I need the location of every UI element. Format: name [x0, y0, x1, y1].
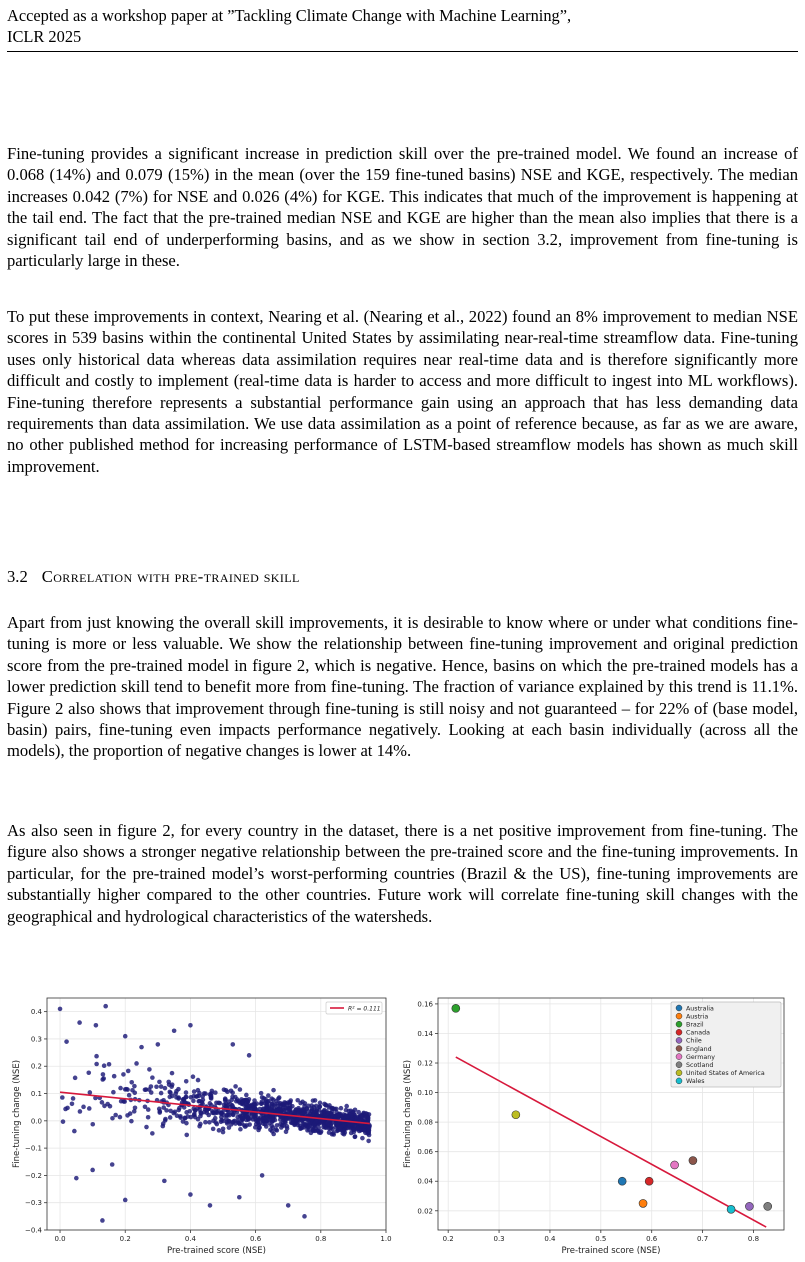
scatter-point	[282, 1100, 287, 1105]
legend-label: Canada	[686, 1029, 710, 1037]
chart-basin-scatter	[0, 990, 400, 1262]
scatter-point	[311, 1098, 316, 1103]
scatter-point	[353, 1135, 358, 1140]
scatter-point	[184, 1090, 189, 1095]
scatter-point	[360, 1136, 365, 1141]
y-axis-label: Fine-tuning change (NSE)	[403, 1059, 413, 1169]
scatter-point	[196, 1099, 201, 1104]
scatter-point	[286, 1116, 291, 1121]
scatter-point	[154, 1084, 159, 1089]
legend-label: R² = 0.111	[348, 1005, 381, 1013]
scatter-point	[261, 1106, 266, 1111]
scatter-point	[156, 1042, 161, 1047]
scatter-point	[233, 1084, 238, 1089]
scatter-point	[176, 1095, 181, 1100]
x-tick-label: 0.6	[646, 1235, 658, 1243]
scatter-point	[288, 1098, 293, 1103]
scatter-point	[110, 1116, 115, 1121]
scatter-point	[157, 1080, 162, 1085]
scatter-point	[188, 1192, 193, 1197]
scatter-point	[253, 1125, 258, 1130]
scatter-point	[197, 1093, 202, 1098]
scatter-point	[247, 1053, 252, 1058]
y-tick-label: 0.14	[417, 1029, 433, 1038]
scatter-point	[302, 1214, 307, 1219]
scatter-point	[132, 1109, 137, 1114]
scatter-point	[168, 1109, 173, 1114]
scatter-point	[285, 1124, 290, 1129]
scatter-point	[365, 1131, 370, 1136]
scatter-point	[184, 1079, 189, 1084]
scatter-point	[78, 1109, 83, 1114]
scatter-point	[244, 1123, 249, 1128]
scatter-point	[207, 1120, 212, 1125]
scatter-point	[73, 1076, 78, 1081]
scatter-point	[170, 1071, 175, 1076]
scatter-point	[159, 1084, 164, 1089]
scatter-point	[64, 1039, 69, 1044]
legend-label: Austria	[686, 1013, 709, 1021]
paragraph-finetuning-increase: Fine-tuning provides a significant increase in prediction skill over the pre-trained model. We found an increase of 0.068 (14%) and 0.079 (15%) in the mean (over the 159 fine-tuned basins) NSE and KGE, respectively. The median increases 0.042 (7%) for NSE and 0.026 (4%) for KGE. This indicates that much of the improvement is happening at the tail end. The fact that the pre-trained median NSE and KGE are higher than the mean also implies that there is a significant tail end of underperforming basins, and as we show in section 3.2, improvement from fine-tuning is particularly large in these.	[7, 144, 798, 271]
scatter-point	[317, 1104, 322, 1109]
scatter-point	[244, 1098, 249, 1103]
scatter-point	[61, 1119, 66, 1124]
legend-swatch	[676, 1029, 682, 1035]
scatter-point	[125, 1113, 130, 1118]
legend-swatch	[676, 1078, 682, 1084]
scatter-point	[298, 1101, 303, 1106]
point-brazil	[452, 1004, 460, 1012]
scatter-point	[225, 1121, 230, 1126]
scatter-point	[72, 1129, 77, 1134]
scatter-point	[221, 1119, 226, 1124]
point-australia	[618, 1177, 626, 1185]
scatter-point	[197, 1124, 202, 1129]
x-tick-label: 0.0	[54, 1235, 66, 1243]
scatter-point	[160, 1124, 165, 1129]
scatter-point	[159, 1091, 164, 1096]
point-chile	[745, 1202, 753, 1210]
scatter-point	[271, 1088, 276, 1093]
x-tick-label: 0.8	[315, 1235, 327, 1243]
scatter-point	[172, 1028, 177, 1033]
scatter-point	[88, 1090, 93, 1095]
scatter-point	[305, 1128, 310, 1133]
scatter-point	[60, 1095, 65, 1100]
scatter-point	[186, 1114, 191, 1119]
scatter-point	[58, 1007, 63, 1012]
scatter-point	[259, 1091, 264, 1096]
scatter-point	[238, 1087, 243, 1092]
scatter-point	[90, 1168, 95, 1173]
legend-label: Wales	[686, 1078, 705, 1086]
x-axis-label: Pre-trained score (NSE)	[167, 1246, 266, 1256]
scatter-point	[94, 1023, 99, 1028]
legend-swatch	[676, 1013, 682, 1019]
scatter-point	[196, 1117, 201, 1122]
x-tick-label: 0.2	[442, 1235, 454, 1243]
scatter-point	[103, 1004, 108, 1009]
scatter-point	[326, 1122, 331, 1127]
legend-label: Chile	[686, 1037, 702, 1045]
scatter-point	[112, 1074, 117, 1079]
scatter-point	[312, 1122, 317, 1127]
legend-swatch	[676, 1054, 682, 1060]
scatter-point	[163, 1118, 168, 1123]
scatter-point	[260, 1173, 265, 1178]
scatter-point	[90, 1122, 95, 1127]
scatter-point	[100, 1077, 105, 1082]
y-tick-label: 0.04	[417, 1177, 433, 1186]
scatter-point	[70, 1101, 75, 1106]
scatter-point	[184, 1110, 189, 1115]
scatter-point	[261, 1096, 266, 1101]
x-tick-label: 0.5	[595, 1235, 607, 1243]
scatter-point	[164, 1108, 169, 1113]
scatter-point	[244, 1093, 249, 1098]
scatter-point	[366, 1139, 371, 1144]
scatter-point	[189, 1095, 194, 1100]
y-tick-label: −0.4	[25, 1226, 42, 1235]
scatter-point	[274, 1127, 279, 1132]
x-tick-label: 0.4	[184, 1235, 196, 1243]
paragraph-context: To put these improvements in context, Nearing et al. (Nearing et al., 2022) found an 8% improvement to median NSE scores in 539 basins within the continental United States by assimilating near-real-time streamflow data. Fine-tuning uses only historical data whereas data assimilation requires near real-time data and is therefore significantly more difficult and costly to implement (real-time data is harder to access and more difficult to ingest into ML workflows). Fine-tuning therefore represents a substantial performance gain using an approach that has less demanding data requirements than data assimilation. We use data assimilation as a point of reference because, as far as we are aware, no other published method for increasing performance of LSTM-based streamflow models has shown as much skill improvement.	[7, 307, 798, 476]
scatter-point	[345, 1114, 350, 1119]
scatter-point	[173, 1109, 178, 1114]
scatter-point	[271, 1132, 276, 1137]
header-line-1: Accepted as a workshop paper at ”Tackling Climate Change with Machine Learning”,	[7, 6, 572, 25]
scatter-point	[298, 1126, 303, 1131]
scatter-point	[240, 1116, 245, 1121]
scatter-point	[284, 1129, 289, 1134]
scatter-point	[134, 1061, 139, 1066]
scatter-point	[339, 1106, 344, 1111]
x-tick-label: 0.4	[544, 1235, 556, 1243]
scatter-point	[365, 1117, 370, 1122]
legend-swatch	[676, 1046, 682, 1052]
point-wales	[727, 1205, 735, 1213]
scatter-point	[230, 1090, 235, 1095]
legend-label: Germany	[686, 1053, 715, 1061]
scatter-point	[227, 1125, 232, 1130]
scatter-point	[123, 1198, 128, 1203]
scatter-point	[111, 1090, 116, 1095]
scatter-point	[100, 1218, 105, 1223]
scatter-point	[65, 1106, 70, 1111]
scatter-point	[266, 1099, 271, 1104]
paragraph-country: As also seen in figure 2, for every country in the dataset, there is a net positive improvement from fine-tuning. The figure also shows a stronger negative relationship between the pre-trained score and the fine-tuning improvements. In particular, for the pre-trained model’s worst-performing countries (Brazil & the US), fine-tuning improvements are substantially higher compared to the other countries. Future work will correlate fine-tuning skill changes with the geographical and hydrological characteristics of the watersheds.	[7, 821, 798, 926]
scatter-point	[234, 1099, 239, 1104]
scatter-point	[336, 1113, 341, 1118]
scatter-point	[127, 1093, 132, 1098]
scatter-point	[175, 1113, 180, 1118]
scatter-point	[276, 1096, 281, 1101]
scatter-point	[147, 1087, 152, 1092]
scatter-point	[284, 1109, 289, 1114]
scatter-point	[184, 1133, 189, 1138]
scatter-point	[344, 1104, 349, 1109]
chart-country-scatter	[400, 990, 805, 1262]
x-tick-label: 0.6	[250, 1235, 262, 1243]
scatter-point	[203, 1120, 208, 1125]
scatter-point	[322, 1113, 327, 1118]
y-tick-label: 0.2	[30, 1062, 42, 1071]
legend-label: United States of America	[686, 1070, 765, 1078]
scatter-point	[300, 1122, 305, 1127]
scatter-point	[94, 1062, 99, 1067]
y-tick-label: 0.12	[417, 1059, 433, 1068]
scatter-point	[100, 1100, 105, 1105]
y-tick-label: −0.2	[25, 1171, 42, 1180]
scatter-point	[199, 1111, 204, 1116]
scatter-point	[188, 1023, 193, 1028]
scatter-point	[184, 1121, 189, 1126]
scatter-point	[356, 1117, 361, 1122]
scatter-point	[123, 1034, 128, 1039]
scatter-point	[211, 1127, 216, 1132]
scatter-point	[327, 1130, 332, 1135]
scatter-point	[150, 1075, 155, 1080]
legend-label: England	[686, 1045, 712, 1053]
point-germany	[671, 1161, 679, 1169]
header-line-2: ICLR 2025	[7, 27, 82, 46]
scatter-point	[150, 1131, 155, 1136]
scatter-point	[168, 1115, 173, 1120]
scatter-point	[118, 1086, 123, 1091]
scatter-point	[222, 1102, 227, 1107]
scatter-point	[173, 1091, 178, 1096]
scatter-point	[263, 1122, 268, 1127]
x-tick-label: 0.3	[493, 1235, 505, 1243]
scatter-point	[272, 1102, 277, 1107]
scatter-point	[349, 1131, 354, 1136]
point-united-states-of-america	[512, 1111, 520, 1119]
legend-swatch	[676, 1021, 682, 1027]
scatter-point	[230, 1095, 235, 1100]
x-tick-label: 0.2	[119, 1235, 131, 1243]
y-axis-label: Fine-tuning change (NSE)	[12, 1059, 22, 1169]
scatter-point	[216, 1101, 221, 1106]
scatter-point	[252, 1106, 257, 1111]
legend-swatch	[676, 1037, 682, 1043]
scatter-point	[129, 1080, 134, 1085]
scatter-point	[107, 1062, 112, 1067]
scatter-point	[317, 1130, 322, 1135]
scatter-point	[105, 1102, 110, 1107]
scatter-point	[212, 1111, 217, 1116]
y-tick-label: 0.06	[417, 1148, 433, 1157]
scatter-point	[331, 1132, 336, 1137]
scatter-point	[162, 1179, 167, 1184]
scatter-point	[230, 1104, 235, 1109]
scatter-point	[259, 1101, 264, 1106]
scatter-point	[237, 1195, 242, 1200]
legend-label: Brazil	[686, 1021, 704, 1029]
point-austria	[639, 1199, 647, 1207]
x-tick-label: 1.0	[380, 1235, 392, 1243]
y-tick-label: 0.02	[417, 1207, 433, 1216]
y-tick-label: 0.1	[30, 1090, 42, 1099]
point-england	[689, 1157, 697, 1165]
scatter-point	[255, 1118, 260, 1123]
scatter-point	[339, 1124, 344, 1129]
scatter-point	[81, 1105, 86, 1110]
scatter-point	[191, 1074, 196, 1079]
scatter-point	[118, 1115, 123, 1120]
scatter-point	[86, 1070, 91, 1075]
scatter-point	[126, 1069, 131, 1074]
scatter-point	[193, 1108, 198, 1113]
scatter-point	[288, 1108, 293, 1113]
scatter-point	[314, 1111, 319, 1116]
scatter-point	[217, 1128, 222, 1133]
scatter-point	[146, 1115, 151, 1120]
scatter-point	[327, 1126, 332, 1131]
scatter-point	[132, 1084, 137, 1089]
scatter-point	[125, 1087, 130, 1092]
legend-label: Australia	[686, 1005, 714, 1013]
scatter-point	[167, 1082, 172, 1087]
scatter-point	[348, 1108, 353, 1113]
scatter-point	[129, 1119, 134, 1124]
running-header	[7, 5, 798, 47]
header-rule	[7, 51, 798, 52]
y-tick-label: 0.10	[417, 1089, 433, 1098]
scatter-point	[208, 1203, 213, 1208]
scatter-point	[246, 1117, 251, 1122]
scatter-point	[182, 1105, 187, 1110]
scatter-point	[87, 1106, 92, 1111]
scatter-point	[110, 1162, 115, 1167]
legend-swatch	[676, 1062, 682, 1068]
scatter-point	[252, 1101, 257, 1106]
scatter-point	[329, 1111, 334, 1116]
section-heading	[7, 566, 798, 587]
scatter-point	[119, 1099, 124, 1104]
point-scotland	[764, 1202, 772, 1210]
scatter-point	[230, 1042, 235, 1047]
scatter-point	[176, 1087, 181, 1092]
y-tick-label: 0.3	[30, 1035, 42, 1044]
scatter-point	[94, 1054, 99, 1059]
scatter-point	[349, 1113, 354, 1118]
scatter-point	[238, 1127, 243, 1132]
scatter-point	[286, 1203, 291, 1208]
scatter-point	[130, 1088, 135, 1093]
scatter-point	[209, 1093, 214, 1098]
scatter-point	[303, 1101, 308, 1106]
legend-swatch	[676, 1070, 682, 1076]
scatter-point	[157, 1110, 162, 1115]
paragraph-correlation: Apart from just knowing the overall skill improvements, it is desirable to know where or under what conditions fine-tuning is more or less valuable. We show the relationship between fine-tuning improvement and original prediction score from the pre-trained model in figure 2, which is negative. Hence, basins on which the pre-trained models has a lower prediction skill tend to benefit more from fine-tuning. The fraction of variance explained by this trend is 11.1%. Figure 2 also shows that improvement through fine-tuning is still noisy and not guaranteed – for 22% of (base model, basin) pairs, fine-tuning even impacts performance negatively. Looking at each basin individually (across all the models), the proportion of negative changes is lower at 14%.	[7, 613, 798, 761]
y-tick-label: 0.08	[417, 1118, 433, 1127]
scatter-point	[146, 1107, 151, 1112]
scatter-point	[236, 1118, 241, 1123]
scatter-point	[139, 1045, 144, 1050]
y-tick-label: 0.16	[417, 1000, 433, 1009]
scatter-point	[71, 1096, 76, 1101]
scatter-point	[335, 1129, 340, 1134]
scatter-point	[77, 1020, 82, 1025]
scatter-point	[324, 1103, 329, 1108]
y-tick-label: 0.0	[30, 1117, 42, 1126]
scatter-point	[208, 1101, 213, 1106]
scatter-point	[224, 1088, 229, 1093]
scatter-point	[297, 1108, 302, 1113]
section-number: 3.2	[7, 567, 28, 586]
scatter-point	[144, 1125, 149, 1130]
scatter-point	[102, 1063, 107, 1068]
scatter-point	[167, 1090, 172, 1095]
scatter-point	[181, 1097, 186, 1102]
x-tick-label: 0.7	[697, 1235, 709, 1243]
y-tick-label: −0.1	[25, 1144, 42, 1153]
legend-swatch	[676, 1005, 682, 1011]
scatter-point	[101, 1072, 106, 1077]
scatter-point	[210, 1089, 215, 1094]
scatter-point	[278, 1107, 283, 1112]
legend-label: Scotland	[686, 1062, 714, 1069]
scatter-point	[147, 1067, 152, 1072]
section-title: Correlation with pre-trained skill	[41, 567, 300, 586]
scatter-point	[74, 1176, 79, 1181]
scatter-points	[58, 1004, 372, 1223]
y-tick-label: −0.3	[25, 1199, 42, 1208]
scatter-point	[349, 1122, 354, 1127]
scatter-point	[121, 1072, 126, 1077]
scatter-point	[221, 1127, 226, 1132]
x-axis-label: Pre-trained score (NSE)	[561, 1246, 661, 1256]
scatter-point	[290, 1104, 295, 1109]
scatter-point	[196, 1078, 201, 1083]
x-tick-label: 0.8	[747, 1235, 760, 1243]
y-tick-label: 0.4	[30, 1008, 42, 1017]
scatter-point	[250, 1112, 255, 1117]
scatter-point	[227, 1113, 232, 1118]
scatter-point	[268, 1117, 273, 1122]
scatter-point	[345, 1126, 350, 1131]
scatter-point	[143, 1087, 148, 1092]
scatter-point	[356, 1110, 361, 1115]
scatter-point	[310, 1106, 315, 1111]
scatter-point	[215, 1122, 220, 1127]
scatter-point	[311, 1127, 316, 1132]
point-canada	[645, 1177, 653, 1185]
